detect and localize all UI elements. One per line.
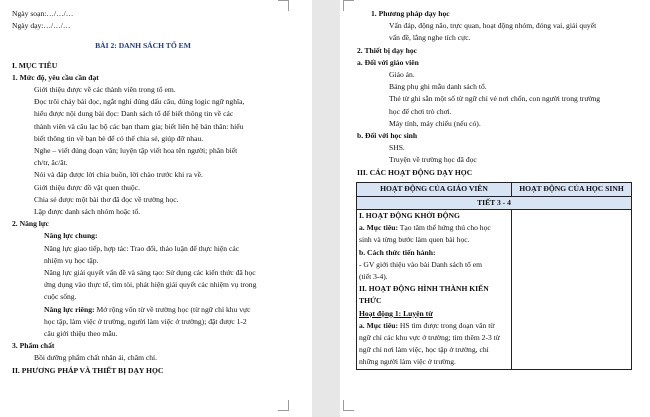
list-item: - Thẻ từ ghi sẵn một số từ ngữ chỉ vẻ nơi chốn, con người trong trường [357,93,619,105]
table-text-line: THỨC [359,296,382,306]
table-text-line: ngữ chỉ nơi làm việc, học tập ở trường, chỉ [359,345,489,355]
list-item: - Nói và đáp được lời chia buồn, lời chào trước khi ra về. [12,169,274,181]
subsection-heading: 1. Mức độ, yêu cầu cần đạt [12,72,99,82]
table-text-line: sinh và từng bước làm quen bài học. [359,235,470,245]
list-item-continuation: ứng dụng vào thực tế, tìm tòi, phát hiện giải quyết các nhiệm vụ trong [44,280,257,290]
list-item-continuation: nhiệm vụ học tập. [44,255,99,265]
student-cell [512,210,632,370]
list-item: - Lập được danh sách nhóm hoặc tổ. [12,206,274,218]
list-item-continuation: học để chơi trò chơi. [389,106,452,116]
table-text-line: b. Cách thức tiến hành: [359,247,436,257]
date-day: Ngày dạy:…/…/… [12,21,71,31]
list-item: - Bảng phụ ghi mẫu danh sách tổ. [357,81,619,93]
margin-mark [278,0,289,11]
table-text-line: I. HOẠT ĐỘNG KHỞI ĐỘNG [359,211,460,221]
line-text: Tạo tâm thế hứng thú cho học [398,223,491,233]
section-heading: II. PHƯƠNG PHÁP VÀ THIẾT BỊ DẠY HỌC [12,365,164,375]
header-teacher: HOẠT ĐỘNG CỦA GIÁO VIÊN [357,182,512,196]
objectives-list [12,84,274,218]
list-item-continuation: vấn đề, lắng nghe tích cực. [389,33,471,43]
subsection-heading: 1. Phương pháp dạy học [371,9,450,18]
subsection-heading: 2. Năng lực [12,219,49,229]
table-text-line: II. HOẠT ĐỘNG HÌNH THÀNH KIẾN [359,284,489,294]
margin-mark [343,0,354,11]
date-soan: Ngày soạn:…/…/… [12,9,74,18]
list-item: - Vấn đáp, động não, trực quan, hoạt động nhóm, đóng vai, giải quyết [357,20,619,32]
list-item: - SHS. [357,142,619,154]
list-item: - Giáo án. [357,69,619,81]
list-item: - Đọc trôi chảy bài đọc, ngắt nghỉ đúng dấu câu, đúng logic ngữ nghĩa, [12,96,274,108]
list-item-continuation: hiểu được nội dung bài đọc: Danh sách tổ để biết thông tin về các [34,109,234,119]
table-text-line [359,222,509,234]
document-page-right [340,0,650,417]
header-student: HOẠT ĐỘNG CỦA HỌC SINH [512,182,632,196]
list-item-continuation: biết thông tin về bạn bè để có thể chia sẻ, giúp đỡ nhau. [34,133,204,143]
list-item: • Năng lực chung: [12,230,274,242]
list-item: - Giới thiệu được đồ vật quen thuộc. [12,182,274,194]
section-heading: III. CÁC HOẠT ĐỘNG DẠY HỌC [357,167,473,177]
table-text-line: (tiết 3-4). [359,272,388,282]
item-text: Mở rộng vốn từ về trường học (từ ngữ chỉ khu vực [94,304,251,314]
line-label: a. Mục tiêu: [359,320,399,330]
list-item: - Giới thiệu được về các thành viên trong tổ em. [12,84,274,96]
right-page-content [357,8,624,370]
period-label: TIẾT 3 - 4 [357,196,632,209]
item-label: Năng lực riêng: [44,304,95,314]
table-row [357,210,632,370]
competency-list [12,243,274,304]
list-item: - Bồi dưỡng phẩm chất nhân ái, chăm chỉ. [12,352,274,364]
list-item-continuation: thành viên và câu lạc bộ các bạn tham gia; biết liên hệ bản thân: hiểu [34,121,244,131]
document-page-left [0,0,312,417]
list-item-continuation: ch/tr, ăc/ăt. [34,158,68,168]
list-item: • Năng lực giải quyết vấn đề và sáng tạo: Sử dụng các kiến thức đã học [12,267,274,279]
list-item: • Năng lực giao tiếp, hợp tác: Trao đổi, thảo luận để thực hiện các [12,243,274,255]
subsection-heading: 3. Phẩm chất [12,341,55,351]
list-item: - Truyện về trường học đã đọc [357,154,619,166]
margin-mark [278,400,289,411]
list-item: - Chia sẻ được một bài thơ đã đọc về trường học. [12,194,274,206]
left-page-content [12,8,274,377]
line-label: a. Mục tiêu: [359,223,399,233]
list-item-continuation: câu giới thiệu theo mẫu. [44,329,118,339]
subsection-heading: 2. Thiết bị dạy học [357,45,417,55]
table-text-line: ngữ chỉ các khu vực ở trường; tìm thêm 2-3 từ [359,333,500,343]
list-item-continuation: học tập, làm việc ở trường, người làm việc ở trường); đặt được 1-2 [44,316,247,326]
line-text: HS tìm được trong đoạn văn từ [398,320,495,330]
table-text-line: Hoạt động 1: Luyện từ [359,308,433,318]
section-heading: I. MỤC TIÊU [12,60,58,70]
teacher-equipment-list [357,69,619,130]
subsection-heading: a. Đối với giáo viên [357,57,419,67]
list-item-continuation: cuộc sống. [44,292,77,302]
list-item: - Máy tính, máy chiếu (nếu có). [357,118,619,130]
activities-table [356,182,632,370]
table-text-line: - GV giới thiệu vào bài Danh sách tổ em [359,259,483,269]
lesson-title: BÀI 2: DANH SÁCH TỔ EM [95,41,191,51]
teacher-cell [357,210,512,370]
list-item [12,304,274,316]
table-period-row [357,196,632,209]
list-item: - Nghe – viết đúng đoạn văn; luyện tập viết hoa tên người; phân biết [12,145,274,157]
subsection-heading: b. Đối với học sinh [357,131,418,141]
table-header-row [357,182,632,196]
table-text-line: những người làm việc ở trường. [359,357,456,367]
table-text-line [359,320,509,332]
margin-mark [343,400,354,411]
